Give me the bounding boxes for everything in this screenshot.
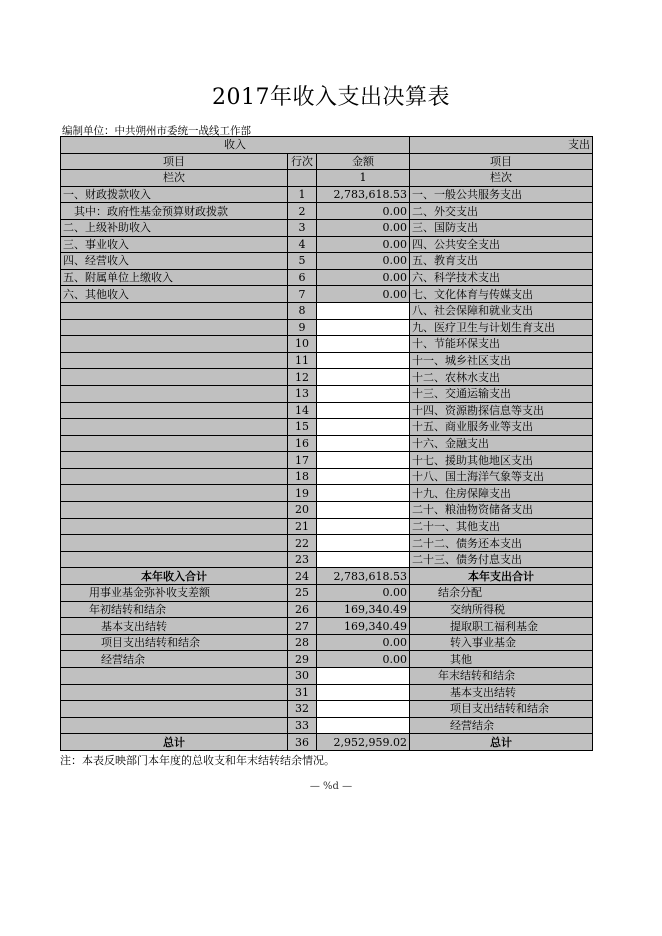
table-row [61, 502, 593, 519]
income-amount [317, 435, 410, 452]
expense-item: 十六、金融支出 [410, 435, 593, 452]
income-item [61, 302, 288, 319]
line-number: 18 [288, 468, 317, 485]
header-row-1 [61, 137, 593, 154]
line-number: 25 [288, 585, 317, 602]
table-row [61, 286, 593, 303]
expense-item: 十八、国土海洋气象等支出 [410, 468, 593, 485]
income-amount [317, 385, 410, 402]
income-item [61, 369, 288, 386]
income-item [61, 435, 288, 452]
table-row [61, 651, 593, 668]
line-number: 23 [288, 551, 317, 568]
income-item [61, 336, 288, 353]
line-number: 32 [288, 701, 317, 718]
income-item: 四、经营收入 [61, 253, 288, 270]
table-row [61, 701, 593, 718]
expense-item: 十一、城乡社区支出 [410, 352, 593, 369]
income-amount: 169,340.49 [317, 601, 410, 618]
line-number: 21 [288, 518, 317, 535]
income-amount [317, 551, 410, 568]
income-amount [317, 684, 410, 701]
line-number: 10 [288, 336, 317, 353]
line-number: 22 [288, 535, 317, 552]
table-row [61, 419, 593, 436]
income-amount: 0.00 [317, 253, 410, 270]
income-amount [317, 668, 410, 685]
income-item: 项目支出结转和结余 [61, 634, 288, 651]
income-item: 用事业基金弥补收支差额 [61, 585, 288, 602]
table-row [61, 336, 593, 353]
income-amount: 0.00 [317, 219, 410, 236]
income-amount: 2,783,618.53 [317, 186, 410, 203]
income-amount: 0.00 [317, 651, 410, 668]
income-amount: 0.00 [317, 203, 410, 220]
income-item [61, 717, 288, 734]
expense-item: 十二、农林水支出 [410, 369, 593, 386]
income-item [61, 668, 288, 685]
income-total-label: 总计 [61, 734, 288, 751]
income-subtotal-label: 本年收入合计 [61, 568, 288, 585]
income-item: 其中：政府性基金预算财政拨款 [61, 203, 288, 220]
line-number: 16 [288, 435, 317, 452]
line-number: 20 [288, 502, 317, 519]
footnote: 注：本表反映部门本年度的总收支和年末结转结余情况。 [60, 754, 335, 767]
expense-item: 十七、援助其他地区支出 [410, 452, 593, 469]
line-number: 9 [288, 319, 317, 336]
page-title: 2017年收入支出决算表 [212, 85, 450, 110]
table-row [61, 352, 593, 369]
income-amount [317, 701, 410, 718]
income-item [61, 535, 288, 552]
line-number: 36 [288, 734, 317, 751]
expense-item: 提取职工福利基金 [410, 618, 593, 635]
line-number: 3 [288, 219, 317, 236]
income-amount: 0.00 [317, 634, 410, 651]
column-label: 栏次 [61, 170, 288, 187]
expense-item: 转入事业基金 [410, 634, 593, 651]
income-item [61, 502, 288, 519]
expense-item: 交纳所得税 [410, 601, 593, 618]
line-number: 30 [288, 668, 317, 685]
expense-item: 年末结转和结余 [410, 668, 593, 685]
total-row [61, 734, 593, 751]
line-number: 27 [288, 618, 317, 635]
income-amount [317, 402, 410, 419]
expense-item: 十九、住房保障支出 [410, 485, 593, 502]
line-number: 1 [288, 186, 317, 203]
expense-item: 十、节能环保支出 [410, 336, 593, 353]
line-no-header: 行次 [288, 153, 317, 170]
table-row [61, 468, 593, 485]
income-item [61, 518, 288, 535]
expense-item: 十三、交通运输支出 [410, 385, 593, 402]
income-amount [317, 452, 410, 469]
income-amount: 0.00 [317, 269, 410, 286]
line-number: 8 [288, 302, 317, 319]
expense-item: 项目支出结转和结余 [410, 701, 593, 718]
table-row [61, 684, 593, 701]
table-row [61, 435, 593, 452]
line-number: 2 [288, 203, 317, 220]
expense-item: 二十三、债务付息支出 [410, 551, 593, 568]
line-number: 14 [288, 402, 317, 419]
expense-item: 三、国防支出 [410, 219, 593, 236]
amount-header: 金额 [317, 153, 410, 170]
income-item [61, 385, 288, 402]
income-item: 一、财政拨款收入 [61, 186, 288, 203]
income-item [61, 468, 288, 485]
line-number: 19 [288, 485, 317, 502]
line-number: 33 [288, 717, 317, 734]
income-item [61, 551, 288, 568]
income-amount [317, 717, 410, 734]
income-amount: 0.00 [317, 236, 410, 253]
table-row [61, 717, 593, 734]
expense-item: 四、公共安全支出 [410, 236, 593, 253]
line-number: 12 [288, 369, 317, 386]
income-item [61, 402, 288, 419]
income-amount [317, 336, 410, 353]
column-label-blank [288, 170, 317, 187]
table-row [61, 302, 593, 319]
table-row [61, 186, 593, 203]
table-row [61, 668, 593, 685]
line-number: 6 [288, 269, 317, 286]
income-header: 收入 [61, 137, 410, 154]
income-item [61, 352, 288, 369]
table-row [61, 618, 593, 635]
expense-item: 十五、商业服务业等支出 [410, 419, 593, 436]
revenue-expenditure-table [60, 136, 593, 751]
income-amount [317, 502, 410, 519]
expense-item: 基本支出结转 [410, 684, 593, 701]
line-number: 5 [288, 253, 317, 270]
table-row [61, 319, 593, 336]
table-row [61, 203, 593, 220]
table-row [61, 219, 593, 236]
page-number: — %d — [309, 781, 353, 792]
income-amount: 0.00 [317, 585, 410, 602]
line-number: 17 [288, 452, 317, 469]
income-amount: 0.00 [317, 286, 410, 303]
income-item [61, 319, 288, 336]
table-row [61, 518, 593, 535]
expense-item: 五、教育支出 [410, 253, 593, 270]
expense-column-label: 栏次 [410, 170, 593, 187]
income-item [61, 452, 288, 469]
table-row [61, 485, 593, 502]
income-amount [317, 468, 410, 485]
expense-item: 八、社会保障和就业支出 [410, 302, 593, 319]
income-item: 基本支出结转 [61, 618, 288, 635]
line-number: 24 [288, 568, 317, 585]
income-item [61, 684, 288, 701]
expense-item: 结余分配 [410, 585, 593, 602]
expense-item: 十四、资源勘探信息等支出 [410, 402, 593, 419]
income-item-header: 项目 [61, 153, 288, 170]
expense-item: 九、医疗卫生与计划生育支出 [410, 319, 593, 336]
subtotal-row [61, 568, 593, 585]
income-item [61, 419, 288, 436]
table-row [61, 634, 593, 651]
expense-header: 支出 [410, 137, 593, 154]
income-item [61, 485, 288, 502]
table-row [61, 269, 593, 286]
table-row [61, 402, 593, 419]
table-row [61, 585, 593, 602]
expense-item: 二十、粮油物资储备支出 [410, 502, 593, 519]
line-number: 29 [288, 651, 317, 668]
income-amount [317, 319, 410, 336]
table-row [61, 551, 593, 568]
expense-item: 二、外交支出 [410, 203, 593, 220]
expense-item-header: 项目 [410, 153, 593, 170]
column-number: 1 [317, 170, 410, 187]
income-amount [317, 535, 410, 552]
table-row [61, 236, 593, 253]
line-number: 13 [288, 385, 317, 402]
income-item: 五、附属单位上缴收入 [61, 269, 288, 286]
income-amount [317, 302, 410, 319]
income-item: 六、其他收入 [61, 286, 288, 303]
income-amount [317, 419, 410, 436]
table-row [61, 385, 593, 402]
table-row [61, 253, 593, 270]
table-row [61, 369, 593, 386]
line-number: 11 [288, 352, 317, 369]
income-item: 经营结余 [61, 651, 288, 668]
table-row [61, 535, 593, 552]
expense-item: 一、一般公共服务支出 [410, 186, 593, 203]
expense-item: 二十一、其他支出 [410, 518, 593, 535]
income-amount [317, 369, 410, 386]
line-number: 7 [288, 286, 317, 303]
income-item: 年初结转和结余 [61, 601, 288, 618]
reporting-unit: 编制单位：中共朔州市委统一战线工作部 [62, 125, 251, 137]
header-row-2 [61, 153, 593, 170]
line-number: 28 [288, 634, 317, 651]
line-number: 4 [288, 236, 317, 253]
income-amount [317, 518, 410, 535]
expense-item: 六、科学技术支出 [410, 269, 593, 286]
expense-item: 其他 [410, 651, 593, 668]
table-row [61, 452, 593, 469]
income-item: 二、上级补助收入 [61, 219, 288, 236]
expense-item: 二十二、债务还本支出 [410, 535, 593, 552]
income-amount: 169,340.49 [317, 618, 410, 635]
line-number: 31 [288, 684, 317, 701]
table-row [61, 601, 593, 618]
line-number: 15 [288, 419, 317, 436]
expense-item: 经营结余 [410, 717, 593, 734]
income-total-amount: 2,952,959.02 [317, 734, 410, 751]
expense-total-label: 总计 [410, 734, 593, 751]
income-amount [317, 352, 410, 369]
income-amount [317, 485, 410, 502]
income-item: 三、事业收入 [61, 236, 288, 253]
expense-subtotal-label: 本年支出合计 [410, 568, 593, 585]
header-row-3 [61, 170, 593, 187]
income-item [61, 701, 288, 718]
expense-item: 七、文化体育与传媒支出 [410, 286, 593, 303]
income-subtotal-amount: 2,783,618.53 [317, 568, 410, 585]
line-number: 26 [288, 601, 317, 618]
